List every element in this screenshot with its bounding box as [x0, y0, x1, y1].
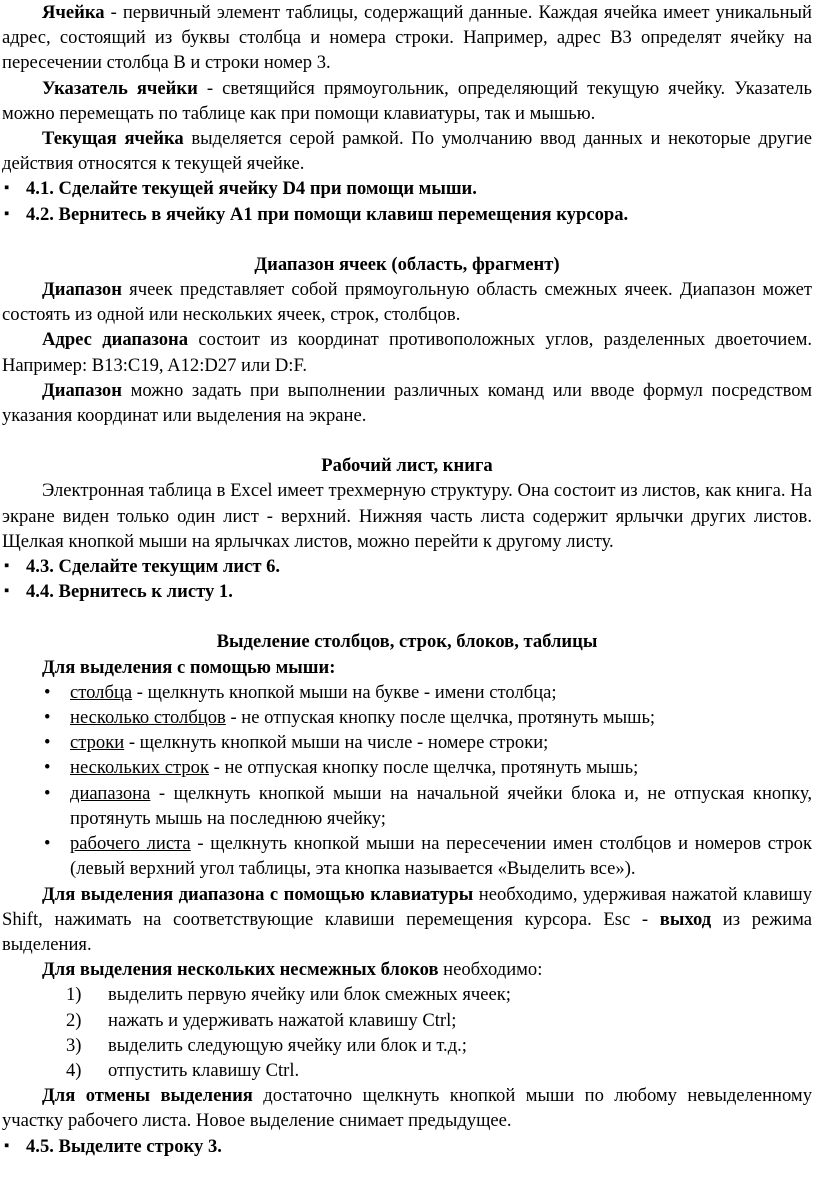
square-bullet-icon: ▪: [4, 205, 10, 222]
paragraph-cell-pointer: Указатель ячейки - светящийся прямоугольник, определяющий текущую ячейку. Указатель можно перемещать по таблице как при помощи клавиатуры, так и мышью.: [2, 77, 812, 124]
section-title: Рабочий лист, книга: [321, 455, 493, 477]
list-item: • несколько столбцов - не отпуская кнопку после щелчка, протянуть мышь;: [2, 705, 812, 730]
task-item: ▪ 4.4. Вернитесь к листу 1.: [2, 579, 812, 604]
paragraph-keyboard-selection: Для выделения диапазона с помощью клавиатуры необходимо, удерживая нажатой клавишу Shift, нажимать на соответствующие клавиши перемещения курсора. Esc - выход из режима выделения.: [2, 883, 813, 955]
paragraph-workbook: Электронная таблица в Excel имеет трехмерную структуру. Она состоит из листов, как книга. На экране виден только один лист - верхний. Нижняя часть листа содержит ярлычки других листов. Щелкая кнопкой мыши на ярлычках листов, можно перейти к другому листу.: [2, 480, 812, 552]
list-item: • строки - щелкнуть кнопкой мыши на числе - номере строки;: [2, 730, 812, 755]
square-bullet-icon: ▪: [4, 180, 10, 197]
section-title: Выделение столбцов, строк, блоков, таблицы: [216, 631, 598, 653]
bullet-dot-icon: •: [44, 833, 51, 855]
list-item: • столбца - щелкнуть кнопкой мыши на букве - имени столбца;: [2, 680, 812, 705]
square-bullet-icon: ▪: [4, 1137, 10, 1154]
subheading: Для выделения с помощью мыши:: [42, 656, 336, 678]
numbered-step: 2) нажать и удерживать нажатой клавишу Ctrl;: [66, 1009, 457, 1031]
paragraph-cell: Ячейка - первичный элемент таблицы, содержащий данные. Каждая ячейка имеет уникальный адрес, состоящий из буквы столбца и номера строки. Например, адрес B3 определят ячейку на пересечении столбца B и строки номер 3.: [2, 2, 812, 74]
bullet-dot-icon: •: [44, 732, 51, 754]
paragraph-cancel-selection: Для отмены выделения достаточно щелкнуть кнопкой мыши по любому невыделенному участку рабочего листа. Новое выделение снимает предыдущее.: [2, 1085, 812, 1132]
numbered-step: 1) выделить первую ячейку или блок смежных ячеек;: [66, 984, 511, 1006]
task-item: ▪ 4.3. Сделайте текущим лист 6.: [2, 554, 812, 579]
list-item: • нескольких строк - не отпуская кнопку после щелчка, протянуть мышь;: [2, 755, 812, 780]
section-title: Диапазон ячеек (область, фрагмент): [254, 253, 560, 275]
square-bullet-icon: ▪: [4, 583, 10, 600]
bullet-dot-icon: •: [44, 707, 51, 729]
task-item: ▪ 4.2. Вернитесь в ячейку А1 при помощи клавиш перемещения курсора.: [2, 202, 812, 227]
paragraph-current-cell: Текущая ячейка выделяется серой рамкой. По умолчанию ввод данных и некоторые другие действия относятся к текущей ячейке.: [2, 128, 812, 175]
paragraph-range-set: Диапазон можно задать при выполнении различных команд или вводе формул посредством указания координат или выделения на экране.: [2, 379, 812, 427]
task-item: ▪ 4.1. Сделайте текущей ячейку D4 при помощи мыши.: [2, 176, 812, 201]
paragraph-nonadjacent: Для выделения нескольких несмежных блоков необходимо:: [42, 959, 543, 981]
task-item: ▪ 4.5. Выделите строку 3.: [2, 1134, 812, 1159]
bullet-dot-icon: •: [44, 757, 51, 779]
bullet-dot-icon: •: [44, 681, 51, 703]
bullet-dot-icon: •: [44, 782, 51, 804]
numbered-step: 3) выделить следующую ячейку или блок и т.д.;: [66, 1034, 467, 1056]
list-item: • диапазона - щелкнуть кнопкой мыши на начальной ячейки блока и, не отпуская кнопку, протянуть мышь на последнюю ячейку;: [44, 782, 812, 829]
term: Ячейка: [42, 2, 105, 23]
square-bullet-icon: ▪: [4, 558, 10, 575]
list-item: • рабочего листа - щелкнуть кнопкой мыши на пересечении имен столбцов и номеров строк (левый верхний угол таблицы, эта кнопка называется «Выделить все»).: [44, 833, 812, 880]
paragraph-range: Диапазон ячеек представляет собой прямоугольную область смежных ячеек. Диапазон может состоять из одной или нескольких ячеек, строк, столбцов.: [2, 279, 812, 326]
numbered-step: 4) отпустить клавишу Ctrl.: [66, 1059, 300, 1081]
paragraph-range-address: Адрес диапазона состоит из координат противоположных углов, разделенных двоеточием. Например: B13:C19, A12:D27 или D:F.: [2, 329, 812, 376]
